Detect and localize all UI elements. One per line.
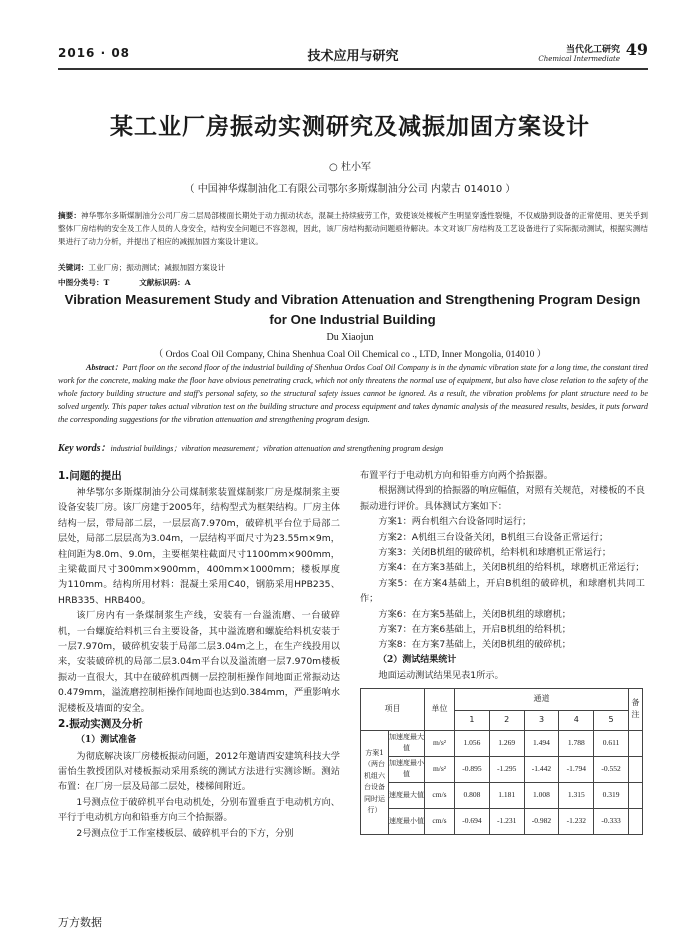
row-unit: cm/s [425, 782, 455, 808]
cell-value: 0.611 [594, 730, 629, 756]
results-table [360, 688, 643, 835]
keywords-en-text: industrial buildings；vibration measurement；vibration attenuation and strengthening program design [110, 444, 444, 453]
row-label: 加速度最大值 [389, 730, 425, 756]
body-left-column [58, 468, 340, 841]
doc-code-value: A [184, 278, 191, 287]
table-row [361, 730, 643, 756]
journal-name-cn: 当代化工研究 [565, 45, 620, 55]
row-unit: m/s² [425, 730, 455, 756]
channel-header: 3 [524, 710, 559, 730]
body-right-column [360, 468, 645, 835]
abstract-cn-text: 神华鄂尔多斯煤制油分公司厂房二层局部楼面长期处于动力振动状态，混凝土持续疲劳工作，致使该处楼板产生明显穿透性裂缝，不仅威胁到设备的正常使用、更关乎到整体厂房结构的安全及工作人员的人身安全，结构安全问题已不容忽视，因此，该厂房结构振动问题亟待解决。本文对该厂房结构及工艺设备进行了实际振动测试，根据实测结果进行了动力分析，并提出了相应的减振加固方案设计建议。 [58, 211, 649, 246]
cell-note [629, 730, 643, 756]
abstract-cn-label: 摘要： [58, 211, 81, 220]
cell-value: 1.788 [559, 730, 594, 756]
cell-note [629, 756, 643, 782]
doc-code-label: 文献标识码： [139, 278, 185, 287]
cell-value: -1.231 [489, 808, 524, 834]
author-en: Du Xiaojun [326, 332, 374, 343]
header-rule [58, 68, 648, 70]
scheme-item: 方案5：在方案4基础上，开启B机组的破碎机，和球磨机共同工作； [360, 577, 645, 605]
keywords-cn-text: 工业厂房；振动测试；减振加固方案设计 [88, 263, 226, 272]
cell-value: 1.494 [524, 730, 559, 756]
cell-value: -1.794 [559, 756, 594, 782]
table-header-note: 备注 [629, 688, 643, 730]
scheme-group-label: 方案1（两台机组六台设备同时运行） [361, 730, 389, 834]
cell-value: -0.982 [524, 808, 559, 834]
table-header-channel: 通道 [455, 688, 629, 710]
table-header-item: 项目 [361, 688, 425, 730]
channel-header: 2 [489, 710, 524, 730]
paragraph: 为彻底解决该厂房楼板振动问题，2012年邀请西安建筑科技大学雷怡生教授团队对楼板振动采用系统的测试方法进行实测诊断。测站布置：在厂房一层及局部二层处，楼梯间附近。 [58, 750, 340, 793]
abstract-en-label: Abstract： [86, 363, 123, 372]
row-unit: cm/s [425, 808, 455, 834]
table-intro: 地面运动测试结果见表1所示。 [378, 670, 504, 682]
scheme-item: 方案4：在方案3基础上，关闭B机组的给料机，球磨机正常运行； [378, 562, 645, 574]
classification-cn [58, 277, 648, 288]
subsection-heading: （1）测试准备 [76, 735, 137, 746]
cell-value: 0.808 [455, 782, 490, 808]
channel-header: 4 [559, 710, 594, 730]
page-number: 49 [625, 40, 648, 59]
scheme-item: 方案3：关闭B机组的破碎机，给料机和球磨机正常运行； [378, 547, 612, 559]
cell-value: 1.269 [489, 730, 524, 756]
keywords-cn-label: 关键词： [58, 263, 89, 272]
paragraph: 2号测点位于工作室楼板层、破碎机平台的下方，分别 [76, 827, 294, 839]
affiliation-cn: （ 中国神华煤制油化工有限公司鄂尔多斯煤制油分公司 内蒙古 014010 ） [184, 184, 516, 195]
paragraph: 根据测试得到的拾振器的响应幅值，对照有关规范，对楼板的不良振动进行评价。具体测试方案如下： [360, 485, 645, 512]
scheme-item: 方案6：在方案5基础上，关闭B机组的球磨机； [378, 608, 571, 620]
scheme-item: 方案2：A机组三台设备关闭，B机组三台设备正常运行； [378, 531, 609, 543]
clc-label: 中图分类号： [58, 278, 104, 287]
paper-title-en: Vibration Measurement Study and Vibration Attenuation and Strengthening Program Design for One Industrial Building [64, 292, 641, 327]
cell-note [629, 808, 643, 834]
row-label: 加速度最小值 [389, 756, 425, 782]
cell-value: -0.694 [455, 808, 490, 834]
keywords-en [58, 442, 648, 455]
scheme-item: 方案8：在方案7基础上，关闭B机组的破碎机； [378, 639, 571, 651]
cell-value: -0.895 [455, 756, 490, 782]
table-row [361, 782, 643, 808]
cell-value: -1.232 [559, 808, 594, 834]
section-heading-1: 1.问题的提出 [58, 470, 122, 482]
cell-value: 1.181 [489, 782, 524, 808]
subsection-heading: （2）测试结果统计 [378, 654, 457, 665]
journal-name [538, 42, 620, 63]
channel-header: 1 [455, 710, 490, 730]
cell-value: 1.008 [524, 782, 559, 808]
cell-value: 0.319 [594, 782, 629, 808]
row-label: 速度最小值 [389, 808, 425, 834]
abstract-cn [58, 209, 648, 248]
table-header-unit: 单位 [425, 688, 455, 730]
cell-value: 1.315 [559, 782, 594, 808]
keywords-en-label: Key words： [58, 443, 111, 454]
cell-value: -1.442 [524, 756, 559, 782]
scheme-item: 方案1：两台机组六台设备同时运行； [378, 516, 532, 528]
affiliation-en: （ Ordos Coal Oil Company, China Shenhua Coal Oil Chemical co ., LTD, Inner Mongolia, 014010 ） [153, 350, 547, 360]
table-row [361, 808, 643, 834]
paragraph: 布置平行于电动机方向和铅垂方向两个拾振器。 [360, 470, 553, 481]
abstract-en-text: Part floor on the second floor of the industrial building of Shenhua Ordos Coal Oil Company is in the dynamic vibration state for a long time, the constant tired work for the concrete, making make the floor have obvious penetrating crack, which not only threatens the normal use of equipment, but also have close relation to the safety of the whole factory building structure and staff's personal safety, so the structural safety issues cannot be ignored. As a result, the vibration problems for plant structure need to be solved urgently. This paper takes actual vibration test on the building structure and process equipment and takes dynamic analysis of the measured results, besides, it puts forward the corresponding suggestions for the vibration attenuation and strengthening program design. [58, 363, 648, 424]
row-label: 速度最大值 [389, 782, 425, 808]
section-heading-2: 2.振动实测及分析 [58, 718, 143, 731]
author-cn: ○ 杜小军 [329, 162, 371, 173]
journal-name-en: Chemical Intermediate [538, 55, 620, 63]
paragraph: 1号测点位于破碎机平台电动机处，分别布置垂直于电动机方向、平行于电动机方向和铅垂方向三个拾振器。 [58, 796, 340, 824]
paragraph: 该厂房内有一条煤制浆生产线，安装有一台溢流磨、一台破碎机，一台螺旋给料机三台主要设备，其中溢流磨和螺旋给料机安装于一层7.970m，破碎机安装于局部二层3.04m之上，在生产线投用以来，安装破碎机的局部二层3.04m平台以及溢流磨一层7.970m楼板振动一直很大，其中在破碎机西侧一层控制柜操作间地面正常振动达0.479mm，溢流磨控制柜操作间地面也达到0.384mm，严重影响水泥楼板及墙面的安全。 [58, 610, 340, 714]
paragraph: 神华鄂尔多斯煤制油分公司煤制浆装置煤制浆厂房是煤制浆主要设备安装厂房。该厂房建于2005年，结构型式为框架结构。厂房主体结构一层，带局部二层，一层层高7.970m，破碎机平台位于局部二层处，局部二层层高为3.04m，一层结构平面尺寸为23.55m×9m，柱间距为8.0m、9.0m，主要框架柱截面尺寸1100mm×900mm，主梁截面尺寸300mm×900mm，400mm×1000mm；楼板厚度为110mm。结构所用材料：混凝土采用C40，钢筋采用HPB235、HRB335、HRB400。 [58, 487, 340, 606]
cell-value: -0.552 [594, 756, 629, 782]
clc-value: T [103, 278, 110, 287]
scheme-item: 方案7：在方案6基础上，开启B机组的给料机； [378, 624, 571, 636]
cell-note [629, 782, 643, 808]
channel-header: 5 [594, 710, 629, 730]
issue-date: 2016 · 08 [58, 46, 131, 60]
table-row [361, 756, 643, 782]
cell-value: -0.333 [594, 808, 629, 834]
cell-value: -1.295 [489, 756, 524, 782]
paper-title-cn: 某工业厂房振动实测研究及减振加固方案设计 [110, 113, 590, 140]
keywords-cn [58, 262, 648, 273]
abstract-en [58, 361, 648, 426]
section-name: 技术应用与研究 [307, 49, 399, 64]
row-unit: m/s² [425, 756, 455, 782]
footer-watermark: 万方数据 [58, 916, 102, 929]
running-header [58, 40, 648, 66]
cell-value: 1.056 [455, 730, 490, 756]
